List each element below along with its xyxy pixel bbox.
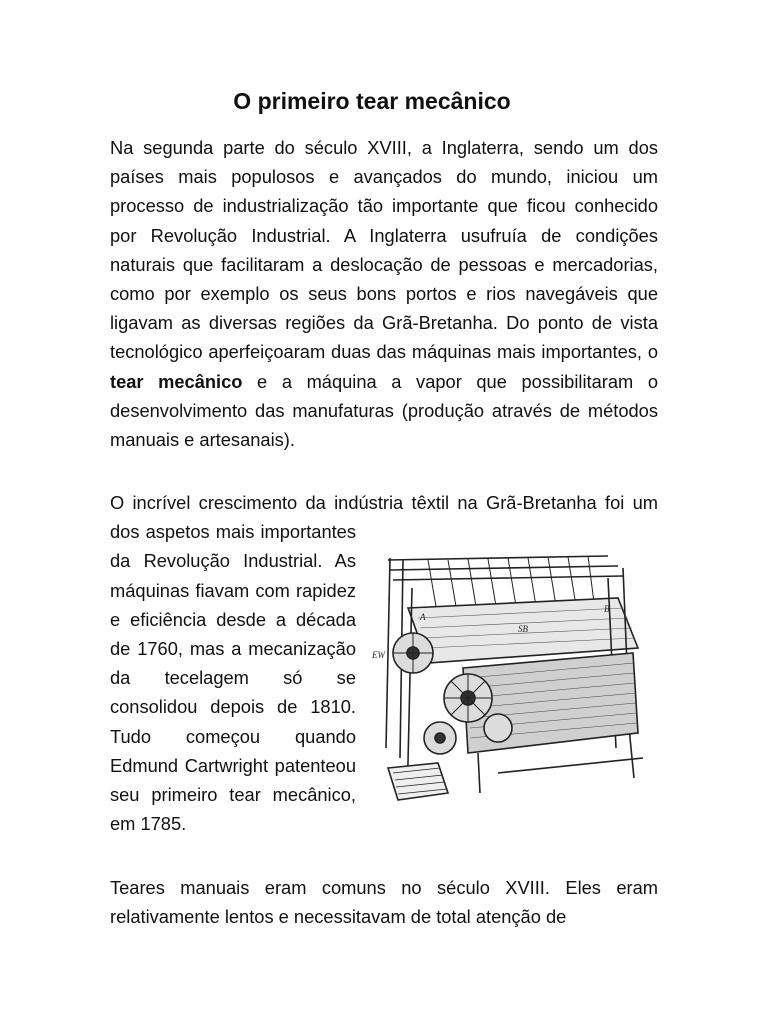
paragraph-2-text: O incrível crescimento da indústria têxtil na Grã-Bretanha foi um dos aspetos mais importantes da Revolução Industrial. As máquinas fiavam com rapidez e eficiência desde a década de 1760, mas a mecanização da tecelagem só se consolidou depois de 1810. Tudo começou quando Edmund Cartwright patenteou seu primeiro tear mecânico, em 1785.: [110, 492, 658, 835]
label-ew: EW: [372, 650, 385, 660]
paragraph-3-text: Teares manuais eram comuns no século XVIII. Eles eram relativamente lentos e necessitavam de total atenção de: [110, 877, 658, 928]
page-title: O primeiro tear mecânico: [233, 88, 511, 114]
paragraph-2: [110, 488, 658, 838]
paragraph-1-bold: tear mecânico: [110, 370, 243, 392]
paragraph-1-text-end: e a máquina a vapor que possibilitaram o desenvolvimento das manufaturas (produção através de métodos manuais e artesanais).: [110, 370, 658, 451]
paragraph-1: [110, 133, 658, 454]
power-loom-illustration: [368, 548, 658, 808]
label-b: B: [604, 604, 610, 614]
loom-engraving-icon: [368, 548, 658, 808]
paragraph-1-text: Na segunda parte do século XVIII, a Inglaterra, sendo um dos países mais populosos e avançados do mundo, iniciou um processo de industrialização tão importante que ficou conhecido por Revolução Industrial. A Inglaterra usufruía de condições naturais que facilitaram a deslocação de pessoas e mercadorias, como por exemplo os seus bons portos e rios navegáveis que ligavam as diversas regiões da Grã-Bretanha. Do ponto de vista tecnológico aperfeiçoaram duas das máquinas mais importantes, o: [110, 137, 658, 363]
label-sb: SB: [518, 624, 528, 634]
paragraph-3: [110, 873, 658, 931]
label-a: A: [420, 612, 426, 622]
